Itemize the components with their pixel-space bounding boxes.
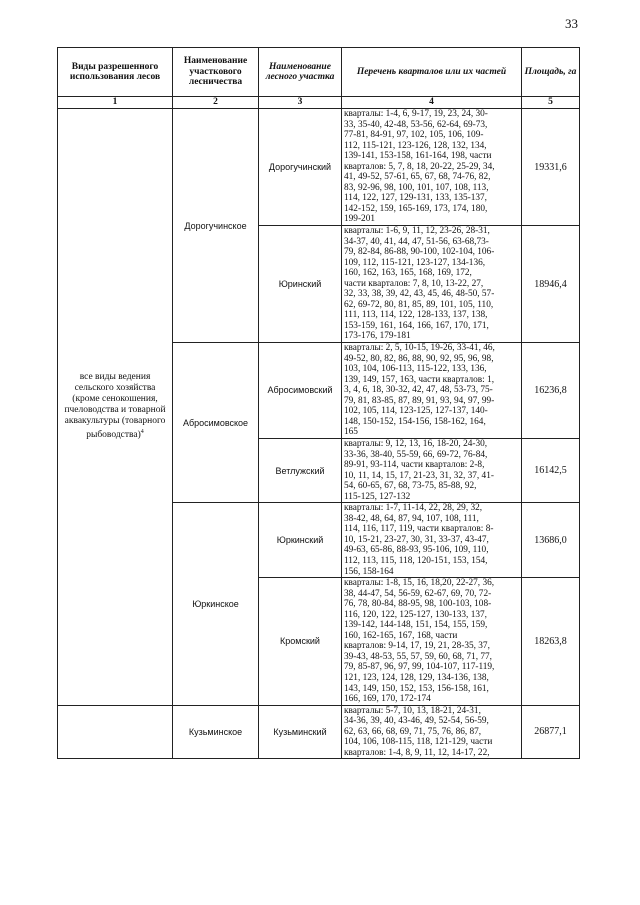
quarters-line: 139, 149, 157, 163, части кварталов: 1, — [344, 374, 495, 385]
forestry-name: Дорогучинское — [173, 109, 259, 343]
use-type-cell-empty — [58, 705, 173, 759]
quarters-line: 112, 115-121, 123-126, 128, 132, 134, — [344, 140, 487, 151]
quarters-line: 103, 104, 106-113, 115-122, 133, 136, — [344, 364, 487, 375]
quarters-line: 199-201 — [344, 214, 375, 225]
quarters-line: 156, 158-164 — [344, 566, 394, 577]
area-value: 16236,8 — [522, 343, 580, 439]
column-number: 1 — [58, 97, 173, 109]
quarters-line: 79, 85-87, 96, 97, 99, 104-107, 117-119, — [344, 662, 495, 673]
quarters-line: 111, 113, 114, 122, 128-133, 137, 138, — [344, 310, 488, 321]
table-row — [58, 705, 580, 759]
quarters-line: 83, 92-96, 98, 100, 101, 107, 108, 113, — [344, 182, 489, 193]
forestry-name: Абросимовское — [173, 343, 259, 503]
quarters-line: 109, 112, 115-121, 123-127, 134-136, — [344, 257, 486, 268]
quarters-line: 34-37, 40, 41, 44, 47, 51-56, 63-68,73- — [344, 236, 489, 247]
quarters-line: кварталы: 1-8, 15, 16, 18,20, 22-27, 36, — [344, 578, 495, 589]
quarters-line: 49-52, 80, 82, 86, 88, 90, 92, 95, 96, 98, — [344, 353, 494, 364]
quarters-line: части кварталов: 7, 8, 10, 13-22, 27, — [344, 278, 484, 289]
quarters-list — [342, 109, 522, 226]
quarters-line: 41, 49-52, 57-61, 65, 67, 68, 74-76, 82, — [344, 172, 491, 183]
quarters-line: кварталов: 5, 7, 8, 18, 20-22, 25-29, 34, — [344, 161, 495, 172]
quarters-line: 3, 4, 6, 18, 30-32, 42, 47, 48, 53-73, 75- — [344, 385, 493, 396]
quarters-line: 49-63, 65-86, 88-93, 95-106, 109, 110, — [344, 545, 489, 556]
quarters-list — [342, 503, 522, 578]
quarters-line: 54, 60-65, 67, 68, 73-75, 85-88, 92, — [344, 481, 477, 492]
quarters-line: 102, 105, 114, 123-125, 127-137, 140- — [344, 406, 488, 417]
column-number: 3 — [259, 97, 342, 109]
quarters-line: 62, 69-72, 80, 81, 85, 89, 101, 105, 110, — [344, 299, 494, 310]
quarters-line: 148, 150-152, 154-156, 158-162, 164, — [344, 416, 486, 427]
table-row — [58, 109, 580, 226]
use-type-text: все виды ведения сельского хозяйства (кроме сенокошения, пчеловодства и товарной аквакультуры (товарного рыбоводства) — [64, 372, 166, 441]
quarters-list — [342, 226, 522, 343]
header-use-type: Виды разрешенного использования лесов — [58, 48, 173, 97]
header-forestry: Наименование участкового лесничества — [173, 48, 259, 97]
land-use-table — [57, 47, 580, 759]
quarters-line: 115-125, 127-132 — [344, 491, 411, 502]
column-number-row — [58, 97, 580, 109]
header-area: Площадь, га — [522, 48, 580, 97]
quarters-line: 79, 82-84, 86-88, 90-100, 102-104, 106- — [344, 247, 495, 258]
quarters-line: 160, 162, 163, 165, 168, 169, 172, — [344, 268, 472, 279]
quarters-line: 165 — [344, 427, 358, 438]
column-number: 5 — [522, 97, 580, 109]
quarters-line: кварталы: 2, 5, 10-15, 19-26, 33-41, 46, — [344, 343, 495, 354]
header-quarters: Перечень кварталов или их частей — [342, 48, 522, 97]
area-value: 18263,8 — [522, 578, 580, 706]
quarters-line: кварталы: 1-7, 11-14, 22, 28, 29, 32, — [344, 503, 483, 514]
quarters-line: 160, 162-165, 167, 168, части — [344, 630, 458, 641]
quarters-line: 153-159, 161, 164, 166, 167, 170, 171, — [344, 320, 489, 331]
quarters-list — [342, 438, 522, 502]
quarters-line: 139-141, 153-158, 161-164, 198, части — [344, 151, 492, 162]
quarters-line: кварталов: 9-14, 17, 19, 21, 28-35, 37, — [344, 641, 490, 652]
quarters-line: кварталы: 1-4, 6, 9-17, 19, 23, 24, 30- — [344, 109, 488, 119]
use-type-cell — [58, 109, 173, 706]
quarters-line: 38, 44-47, 54, 56-59, 62-67, 69, 70, 72- — [344, 588, 492, 599]
quarters-line: кварталов: 1-4, 8, 9, 11, 12, 14-17, 22, — [344, 747, 490, 758]
section-name: Абросимовский — [259, 343, 342, 439]
quarters-line: 114, 116, 117, 119, части кварталов: 8- — [344, 524, 494, 535]
area-value: 26877,1 — [522, 705, 580, 759]
quarters-line: кварталы: 1-6, 9, 11, 12, 23-26, 28-31, — [344, 226, 490, 237]
header-row — [58, 48, 580, 97]
table-body — [58, 109, 580, 759]
quarters-line: 32, 33, 38, 39, 42, 43, 45, 46, 48-50, 57- — [344, 289, 495, 300]
quarters-line: 112, 113, 115, 118, 120-151, 153, 154, — [344, 555, 488, 566]
section-name: Кузьминский — [259, 705, 342, 759]
quarters-line: 173-176, 179-181 — [344, 331, 411, 342]
quarters-line: кварталы: 5-7, 10, 13, 18-21, 24-31, — [344, 705, 481, 716]
quarters-list — [342, 343, 522, 439]
quarters-line: 10, 15-21, 23-27, 30, 31, 33-37, 43-47, — [344, 534, 489, 545]
quarters-line: 104, 106, 108-115, 118, 121-129, части — [344, 737, 493, 748]
area-value: 19331,6 — [522, 109, 580, 226]
quarters-line: кварталы: 9, 12, 13, 16, 18-20, 24-30, — [344, 438, 488, 449]
column-number: 4 — [342, 97, 522, 109]
forestry-name: Кузьминское — [173, 705, 259, 759]
quarters-line: 34-36, 39, 40, 43-46, 49, 52-54, 56-59, — [344, 716, 489, 727]
quarters-line: 10, 11, 14, 15, 17, 21-23, 31, 32, 37, 41- — [344, 470, 494, 481]
quarters-list — [342, 578, 522, 706]
section-name: Дорогучинский — [259, 109, 342, 226]
quarters-list — [342, 705, 522, 759]
quarters-line: 116, 120, 122, 125-127, 130-133, 137, — [344, 609, 487, 620]
quarters-line: 121, 123, 124, 128, 129, 134-136, 138, — [344, 672, 489, 683]
column-number: 2 — [173, 97, 259, 109]
quarters-line: 166, 169, 170, 172-174 — [344, 694, 431, 705]
quarters-line: 33, 35-40, 42-48, 53-56, 62-64, 69-73, — [344, 119, 488, 130]
quarters-line: 62, 63, 66, 68, 69, 71, 75, 76, 86, 87, — [344, 726, 482, 737]
section-name: Юркинский — [259, 503, 342, 578]
quarters-line: 38-42, 48, 64, 87, 94, 107, 108, 111, — [344, 513, 479, 524]
section-name: Кромский — [259, 578, 342, 706]
header-section: Наименование лесного участка — [259, 48, 342, 97]
forestry-name: Юркинское — [173, 503, 259, 705]
area-value: 16142,5 — [522, 438, 580, 502]
quarters-line: 139-142, 144-148, 151, 154, 155, 159, — [344, 620, 488, 631]
quarters-line: 79, 81, 83-85, 87, 89, 91, 93, 94, 97, 99- — [344, 395, 495, 406]
quarters-line: 33-36, 38-40, 55-59, 66, 69-72, 76-84, — [344, 449, 488, 460]
section-name: Ветлужский — [259, 438, 342, 502]
quarters-line: 39-43, 48-53, 55, 57, 59, 60, 68, 71, 77, — [344, 651, 492, 662]
area-value: 18946,4 — [522, 226, 580, 343]
quarters-line: 114, 122, 127, 129-131, 133, 135-137, — [344, 193, 487, 204]
footnote-marker: 4 — [140, 429, 144, 436]
quarters-line: 142-152, 159, 165-169, 173, 174, 180, — [344, 203, 488, 214]
section-name: Юринский — [259, 226, 342, 343]
quarters-line: 77-81, 84-91, 97, 102, 105, 106, 109- — [344, 130, 484, 141]
quarters-line: 89-91, 93-114, части кварталов: 2-8, — [344, 460, 485, 471]
quarters-line: 76, 78, 80-84, 88-95, 98, 100-103, 108- — [344, 599, 492, 610]
area-value: 13686,0 — [522, 503, 580, 578]
quarters-line: 143, 149, 150, 152, 153, 156-158, 161, — [344, 683, 489, 694]
page-number: 33 — [565, 16, 578, 31]
